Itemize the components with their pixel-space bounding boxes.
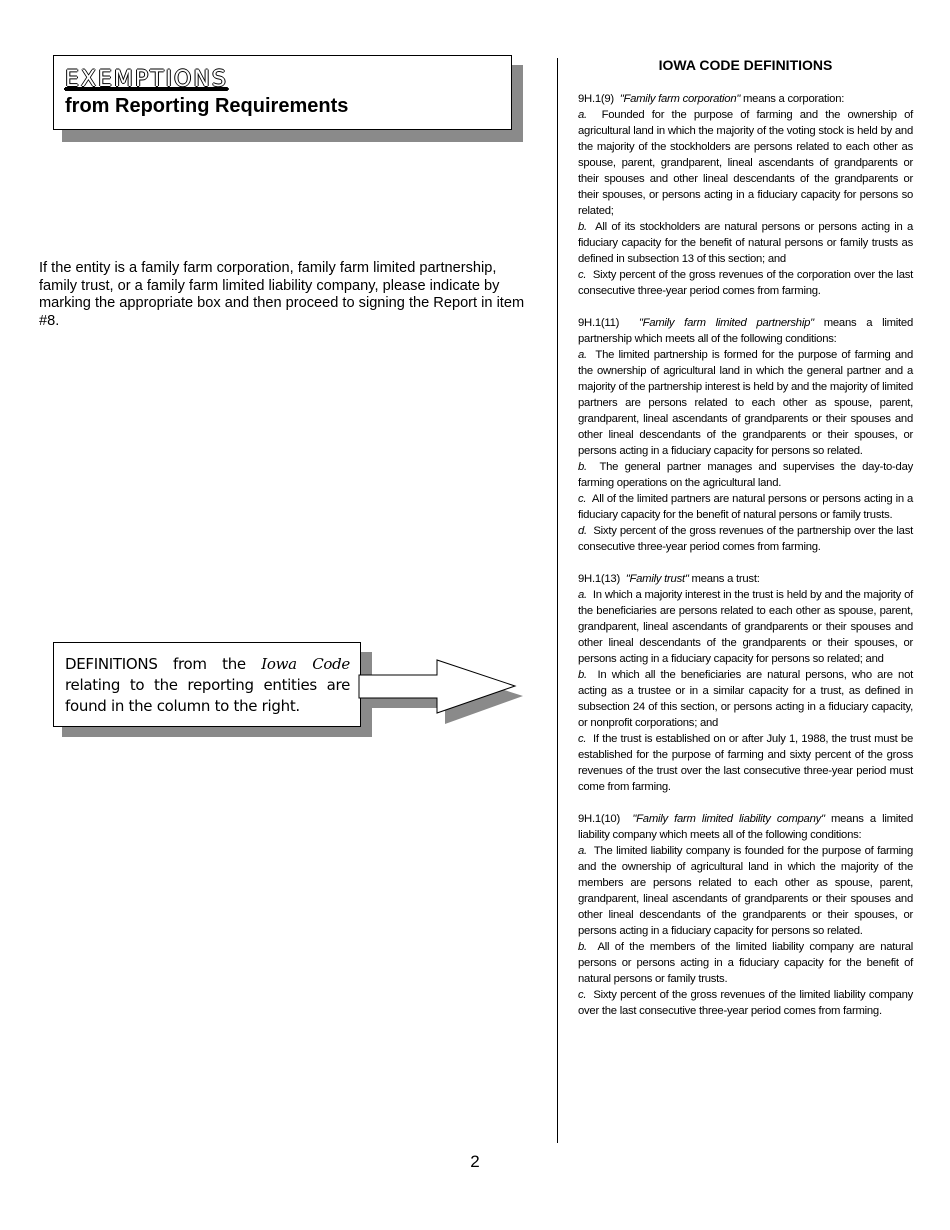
definition-item: [578, 667, 913, 731]
definition-item: [578, 107, 913, 219]
definition-item-letter: b.: [578, 461, 587, 473]
definition-item-text: Founded for the purpose of farming and the ownership of agricultural land in which the majority of the voting stock is held by and the majority of the stockholders are persons related to each other as spouse, parent, grandparent, lineal ascendants of grandparents or their spouses and other lineal descendants of the grandparents or their spouses, or persons acting in a fiduciary capacity for persons so related;: [578, 109, 914, 217]
definition-code: 9H.1(10): [578, 813, 620, 825]
definitions-column: [578, 57, 913, 1035]
definition-item-letter: b.: [578, 941, 587, 953]
definition-item-letter: c.: [578, 269, 587, 281]
definition-item-text: Sixty percent of the gross revenues of the corporation over the last consecutive three-year period comes from farming.: [578, 269, 914, 297]
definition-item-letter: b.: [578, 669, 587, 681]
callout-text-before: DEFINITIONS from the: [65, 655, 262, 673]
definition-item: [578, 731, 913, 795]
definition-term: "Family trust": [625, 573, 689, 585]
definition-item-letter: c.: [578, 733, 587, 745]
definition-item: [578, 523, 913, 555]
definition-term: "Family farm limited partnership": [638, 317, 814, 329]
definition-item-text: All of its stockholders are natural persons or persons acting in a fiduciary capacity for the benefit of natural persons or family trusts as defined in subsection 13 of this section; and: [578, 221, 913, 265]
right-arrow-icon: [355, 655, 530, 725]
definition-code: 9H.1(11): [578, 317, 620, 329]
definition-item-letter: c.: [578, 989, 587, 1001]
definition-item-text: The limited liability company is founded for the purpose of farming and the ownership of agricultural land in which the majority of the members are persons related to each other as spouse, parent, grandparent, lineal ascendants of grandparents or their spouses and other lineal descendants of the grandparents or their spouses, or persons acting in a fiduciary capacity for persons so related.: [578, 845, 913, 937]
definition-intro: [578, 315, 913, 347]
definition-intro: [578, 811, 913, 843]
definition-item: [578, 587, 913, 667]
definition-item: [578, 347, 913, 459]
definition-item-text: The limited partnership is formed for the purpose of farming and the ownership of agricultural land in which the general partner and a majority of the partnership interest is held by and the majority of limited partners are persons related to each other as spouse, parent, grandparent, lineal ascendants of grandparents or their spouses and other lineal descendants of the grandparents or their spouses, or persons acting in a fiduciary capacity for persons so related.: [578, 349, 914, 457]
definition-item-text: All of the members of the limited liability company are natural persons or persons acting in a fiduciary capacity for the benefit of natural persons or family trusts.: [578, 941, 913, 985]
definition-item-letter: a.: [578, 349, 587, 361]
definition-item-text: If the trust is established on or after July 1, 1988, the trust must be established for the purpose of farming and sixty percent of the gross revenues of the trust over the last consecutive three-year period must come from farming.: [578, 733, 913, 793]
definition-item: [578, 843, 913, 939]
definition-item-text: All of the limited partners are natural persons or persons acting in a fiduciary capacity for the benefit of natural persons or family trusts.: [578, 493, 914, 521]
definition-item-text: Sixty percent of the gross revenues of the limited liability company over the last consecutive three-year period comes from farming.: [578, 989, 914, 1017]
definition-code: 9H.1(13): [578, 573, 620, 585]
definition-item-text: In which all the beneficiaries are natural persons, who are not acting as a trustee or in a similar capacity for a trust, as defined in subsection 24 of this section, or persons acting in a fiduciary capacity, or nonprofit corporations; and: [578, 669, 913, 729]
definition-intro-text: means a corporation:: [740, 93, 845, 105]
definition-item-letter: c.: [578, 493, 587, 505]
definitions-callout: [53, 642, 361, 727]
definition-term: "Family farm corporation": [619, 93, 741, 105]
definition-item: [578, 939, 913, 987]
definition-item-letter: a.: [578, 589, 587, 601]
callout-text-after: relating to the reporting entities are found in the column to the right.: [65, 676, 350, 715]
definition-intro-text: means a trust:: [688, 573, 760, 585]
definition-intro-text: means a limited partnership which meets all of the following conditions:: [578, 317, 913, 345]
column-divider: [557, 58, 558, 1143]
definition-block: [578, 91, 913, 299]
page-title: EXEMPTIONS: [65, 67, 228, 92]
definitions-heading: IOWA CODE DEFINITIONS: [658, 57, 833, 73]
definition-intro: [578, 571, 913, 587]
page-number: 2: [470, 1152, 480, 1171]
definition-term: "Family farm limited liability company": [632, 813, 825, 825]
definition-item: [578, 459, 913, 491]
definition-code: 9H.1(9): [578, 93, 614, 105]
definition-block: [578, 571, 913, 795]
title-box: [53, 55, 512, 130]
definition-intro-text: means a limited liability company which meets all of the following conditions:: [578, 813, 913, 841]
intro-paragraph: If the entity is a family farm corporation, family farm limited partnership, family trust, or a family farm limited liability company, please indicate by marking the appropriate box and then proceed to signing the Report in item #8.: [39, 260, 525, 329]
definition-item-text: In which a majority interest in the trust is held by and the majority of the beneficiaries are persons related to each other as spouse, parent, grandparent, lineal ascendants of grandparents or their spouses and other lineal descendants of the grandparents or their spouses, or persons acting in a fiduciary capacity for persons so related; and: [578, 589, 913, 665]
definition-item-text: The general partner manages and supervises the day-to-day farming operations on the agricultural land.: [578, 461, 913, 489]
definition-item-letter: a.: [578, 109, 587, 121]
definition-intro: [578, 91, 913, 107]
definition-block: [578, 315, 913, 555]
definition-item-letter: d.: [578, 525, 587, 537]
definitions-list: [578, 91, 913, 1019]
callout-emphasis: Iowa Code: [261, 655, 350, 673]
definition-item-letter: a.: [578, 845, 587, 857]
definition-item-text: Sixty percent of the gross revenues of the partnership over the last consecutive three-year period comes from farming.: [578, 525, 913, 553]
definition-item: [578, 987, 913, 1019]
definition-item-letter: b.: [578, 221, 587, 233]
definition-item: [578, 267, 913, 299]
definition-item: [578, 219, 913, 267]
definition-item: [578, 491, 913, 523]
definition-block: [578, 811, 913, 1019]
page-subtitle: from Reporting Requirements: [65, 95, 349, 117]
